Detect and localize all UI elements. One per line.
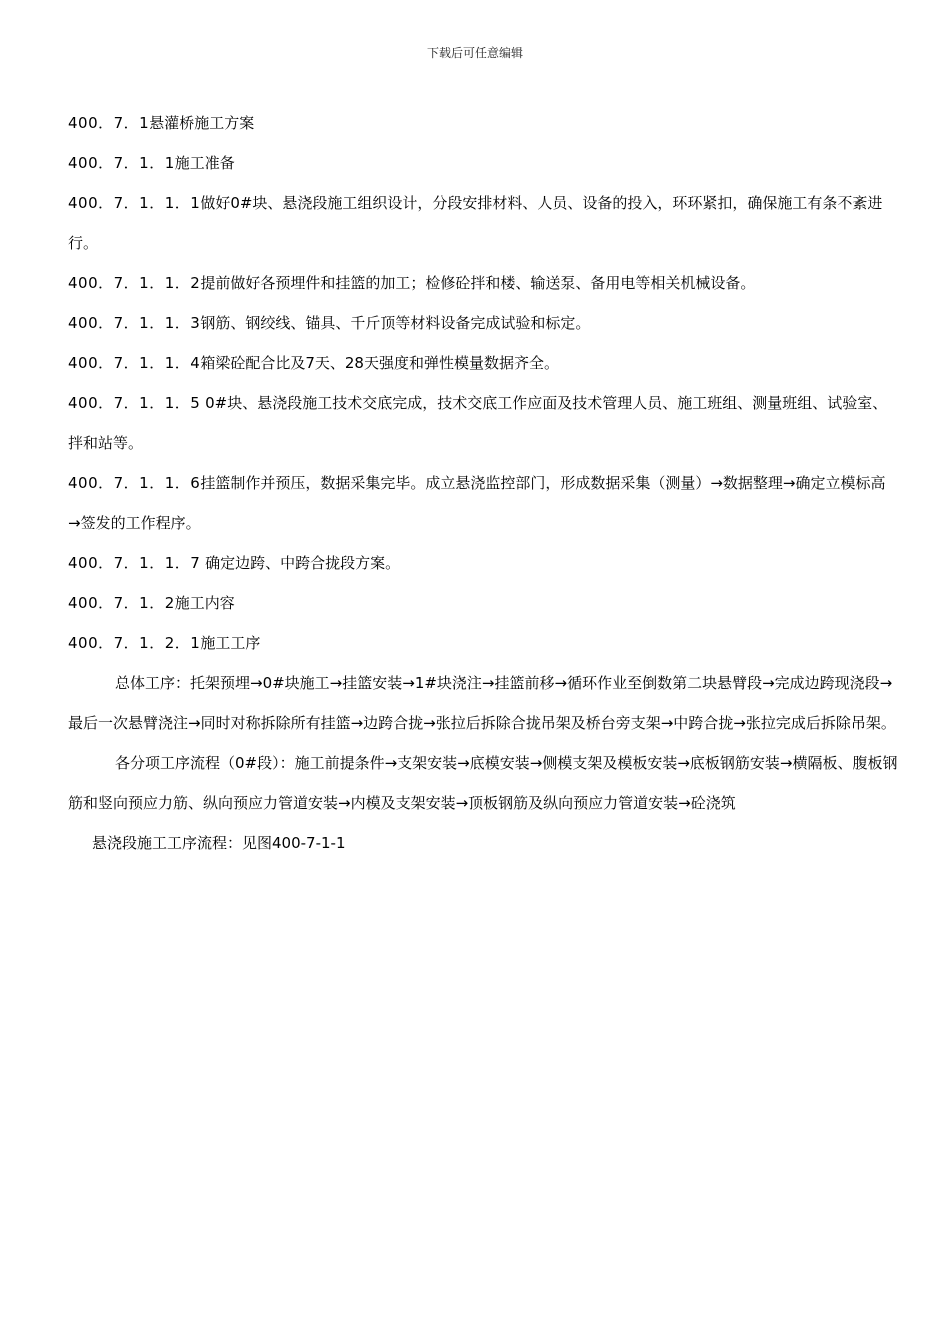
item-text: 挂篮制作并预压，数据采集完毕。成立悬浇监控部门，形成数据采集（测量）→数据整理→确定立模标高→签发的工作程序。 xyxy=(68,474,886,532)
section-number: 400．7．1．1 xyxy=(68,154,175,172)
item-text: 钢筋、钢绞线、锚具、千斤顶等材料设备完成试验和标定。 xyxy=(200,314,591,332)
section-title: 悬灌桥施工方案 xyxy=(149,114,255,132)
section-number: 400．7．1．1．5 xyxy=(68,394,201,412)
section-title: 施工内容 xyxy=(174,594,235,612)
overall-process-paragraph: 总体工序：托架预埋→0#块施工→挂篮安装→1#块浇注→挂篮前移→循环作业至倒数第二块悬臂段→完成边跨现浇段→最后一次悬臂浇注→同时对称拆除所有挂篮→边跨合拢→张拉后拆除合拢吊架及桥台旁支架→中跨合拢→张拉完成后拆除吊架。 xyxy=(68,674,896,732)
document-body xyxy=(68,103,898,863)
item-400-7-1-1-1 xyxy=(68,183,898,263)
section-number: 400．7．1．1．4 xyxy=(68,354,201,372)
page-header: 下载后可任意编辑 xyxy=(426,46,523,60)
heading-400-7-1-2-1 xyxy=(68,623,898,663)
subitem-process-paragraph: 各分项工序流程（0#段）：施工前提条件→支架安装→底模安装→侧模支架及模板安装→底板钢筋安装→横隔板、腹板钢筋和竖向预应力筋、纵向预应力管道安装→内模及支架安装→顶板钢筋及纵向预应力管道安装→砼浇筑 xyxy=(68,754,898,812)
heading-400-7-1 xyxy=(68,103,898,143)
item-400-7-1-1-2 xyxy=(68,263,898,303)
item-text: 箱梁砼配合比及7天、28天强度和弹性模量数据齐全。 xyxy=(200,354,559,372)
item-text: 做好0#块、悬浇段施工组织设计，分段安排材料、人员、设备的投入，环环紧扣，确保施工有条不紊进行。 xyxy=(68,194,883,252)
section-number: 400．7．1．1．6 xyxy=(68,474,201,492)
item-text: 0#块、悬浇段施工技术交底完成，技术交底工作应面及技术管理人员、施工班组、测量班组、试验室、拌和站等。 xyxy=(68,394,888,452)
item-400-7-1-1-3 xyxy=(68,303,898,343)
section-number: 400．7．1．2 xyxy=(68,594,175,612)
item-400-7-1-1-6 xyxy=(68,463,898,543)
section-number: 400．7．1．2．1 xyxy=(68,634,201,652)
figure-reference: 悬浇段施工工序流程：见图400-7-1-1 xyxy=(92,834,346,852)
item-text: 确定边跨、中跨合拢段方案。 xyxy=(200,554,401,572)
item-400-7-1-1-5 xyxy=(68,383,898,463)
section-number: 400．7．1．1．2 xyxy=(68,274,201,292)
section-title: 施工工序 xyxy=(200,634,261,652)
section-number: 400．7．1．1．3 xyxy=(68,314,201,332)
item-text: 提前做好各预埋件和挂篮的加工；检修砼拌和楼、输送泵、备用电等相关机械设备。 xyxy=(200,274,756,292)
heading-400-7-1-2 xyxy=(68,583,898,623)
item-400-7-1-1-7 xyxy=(68,543,898,583)
section-number: 400．7．1 xyxy=(68,114,150,132)
section-title: 施工准备 xyxy=(174,154,235,172)
item-400-7-1-1-4 xyxy=(68,343,898,383)
section-number: 400．7．1．1．7 xyxy=(68,554,201,572)
heading-400-7-1-1 xyxy=(68,143,898,183)
section-number: 400．7．1．1．1 xyxy=(68,194,201,212)
